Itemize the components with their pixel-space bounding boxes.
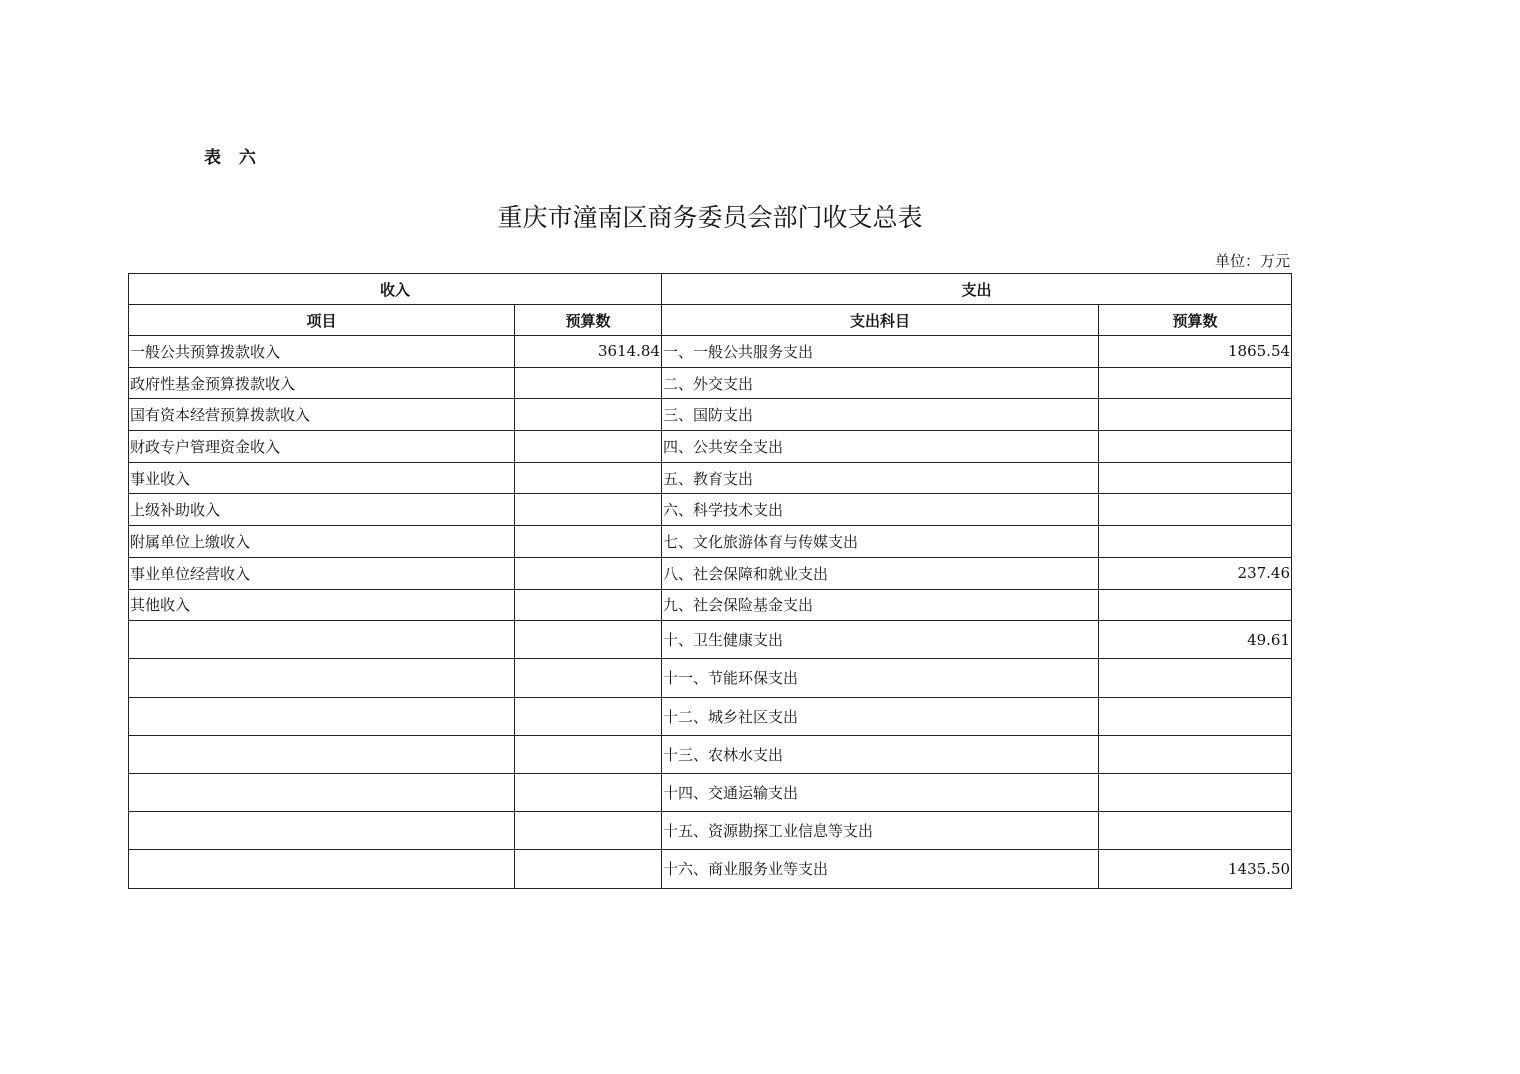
expense-budget-cell <box>1099 431 1292 463</box>
header-expense: 支出 <box>662 274 1292 305</box>
expense-item-cell: 十三、农林水支出 <box>662 735 1099 773</box>
table-row <box>129 697 1292 735</box>
table-row <box>129 773 1292 811</box>
income-budget-cell <box>515 621 662 659</box>
budget-table <box>128 273 1292 889</box>
expense-item-cell: 十一、节能环保支出 <box>662 659 1099 697</box>
expense-item-cell: 四、公共安全支出 <box>662 431 1099 463</box>
expense-item-cell: 十四、交通运输支出 <box>662 773 1099 811</box>
expense-item-cell: 三、国防支出 <box>662 399 1099 431</box>
table-row <box>129 659 1292 697</box>
income-item-cell: 附属单位上缴收入 <box>129 526 515 558</box>
expense-item-cell: 七、文化旅游体育与传媒支出 <box>662 526 1099 558</box>
expense-budget-cell: 49.61 <box>1099 621 1292 659</box>
income-budget-cell <box>515 367 662 399</box>
expense-budget-cell <box>1099 735 1292 773</box>
income-item-cell: 一般公共预算拨款收入 <box>129 336 515 368</box>
income-budget-cell <box>515 735 662 773</box>
expense-budget-cell <box>1099 812 1292 850</box>
income-item-cell: 政府性基金预算拨款收入 <box>129 367 515 399</box>
income-item-cell <box>129 697 515 735</box>
table-number: 表 六 <box>204 148 262 168</box>
expense-budget-cell <box>1099 367 1292 399</box>
table-row <box>129 735 1292 773</box>
expense-budget-cell <box>1099 773 1292 811</box>
expense-budget-cell <box>1099 526 1292 558</box>
income-budget-cell <box>515 494 662 526</box>
expense-budget-cell <box>1099 659 1292 697</box>
income-budget-cell <box>515 812 662 850</box>
income-budget-cell: 3614.84 <box>515 336 662 368</box>
income-item-cell: 上级补助收入 <box>129 494 515 526</box>
header-income: 收入 <box>129 274 662 305</box>
table-row <box>129 367 1292 399</box>
income-item-cell <box>129 735 515 773</box>
table-row <box>129 494 1292 526</box>
expense-item-cell: 一、一般公共服务支出 <box>662 336 1099 368</box>
income-item-cell <box>129 850 515 888</box>
header-expense-item: 支出科目 <box>662 305 1099 336</box>
table-row <box>129 462 1292 494</box>
income-item-cell <box>129 621 515 659</box>
income-budget-cell <box>515 557 662 589</box>
income-budget-cell <box>515 850 662 888</box>
table-row <box>129 621 1292 659</box>
expense-budget-cell <box>1099 589 1292 621</box>
expense-item-cell: 二、外交支出 <box>662 367 1099 399</box>
header-expense-budget: 预算数 <box>1099 305 1292 336</box>
table-row <box>129 336 1292 368</box>
income-budget-cell <box>515 589 662 621</box>
income-budget-cell <box>515 659 662 697</box>
table-row <box>129 812 1292 850</box>
expense-item-cell: 十二、城乡社区支出 <box>662 697 1099 735</box>
table-row <box>129 431 1292 463</box>
income-budget-cell <box>515 773 662 811</box>
expense-budget-cell <box>1099 399 1292 431</box>
unit-label: 单位：万元 <box>1214 252 1290 270</box>
header-item: 项目 <box>129 305 515 336</box>
income-item-cell: 财政专户管理资金收入 <box>129 431 515 463</box>
income-item-cell <box>129 659 515 697</box>
expense-budget-cell <box>1099 697 1292 735</box>
income-budget-cell <box>515 526 662 558</box>
expense-budget-cell: 1865.54 <box>1099 336 1292 368</box>
expense-budget-cell <box>1099 462 1292 494</box>
expense-budget-cell: 237.46 <box>1099 557 1292 589</box>
header-row-columns <box>129 305 1292 336</box>
income-item-cell: 事业收入 <box>129 462 515 494</box>
expense-item-cell: 八、社会保障和就业支出 <box>662 557 1099 589</box>
expense-item-cell: 十六、商业服务业等支出 <box>662 850 1099 888</box>
expense-item-cell: 十、卫生健康支出 <box>662 621 1099 659</box>
income-item-cell: 事业单位经营收入 <box>129 557 515 589</box>
income-item-cell: 国有资本经营预算拨款收入 <box>129 399 515 431</box>
income-budget-cell <box>515 697 662 735</box>
income-item-cell <box>129 812 515 850</box>
expense-item-cell: 十五、资源勘探工业信息等支出 <box>662 812 1099 850</box>
expense-item-cell: 九、社会保险基金支出 <box>662 589 1099 621</box>
table-row <box>129 589 1292 621</box>
income-budget-cell <box>515 462 662 494</box>
income-item-cell: 其他收入 <box>129 589 515 621</box>
expense-budget-cell: 1435.50 <box>1099 850 1292 888</box>
income-budget-cell <box>515 431 662 463</box>
income-budget-cell <box>515 399 662 431</box>
expense-budget-cell <box>1099 494 1292 526</box>
table-row <box>129 850 1292 888</box>
table-row <box>129 557 1292 589</box>
expense-item-cell: 六、科学技术支出 <box>662 494 1099 526</box>
expense-item-cell: 五、教育支出 <box>662 462 1099 494</box>
page-title: 重庆市潼南区商务委员会部门收支总表 <box>497 203 923 232</box>
income-item-cell <box>129 773 515 811</box>
header-row-group <box>129 274 1292 305</box>
table-row <box>129 399 1292 431</box>
header-budget: 预算数 <box>515 305 662 336</box>
table-row <box>129 526 1292 558</box>
